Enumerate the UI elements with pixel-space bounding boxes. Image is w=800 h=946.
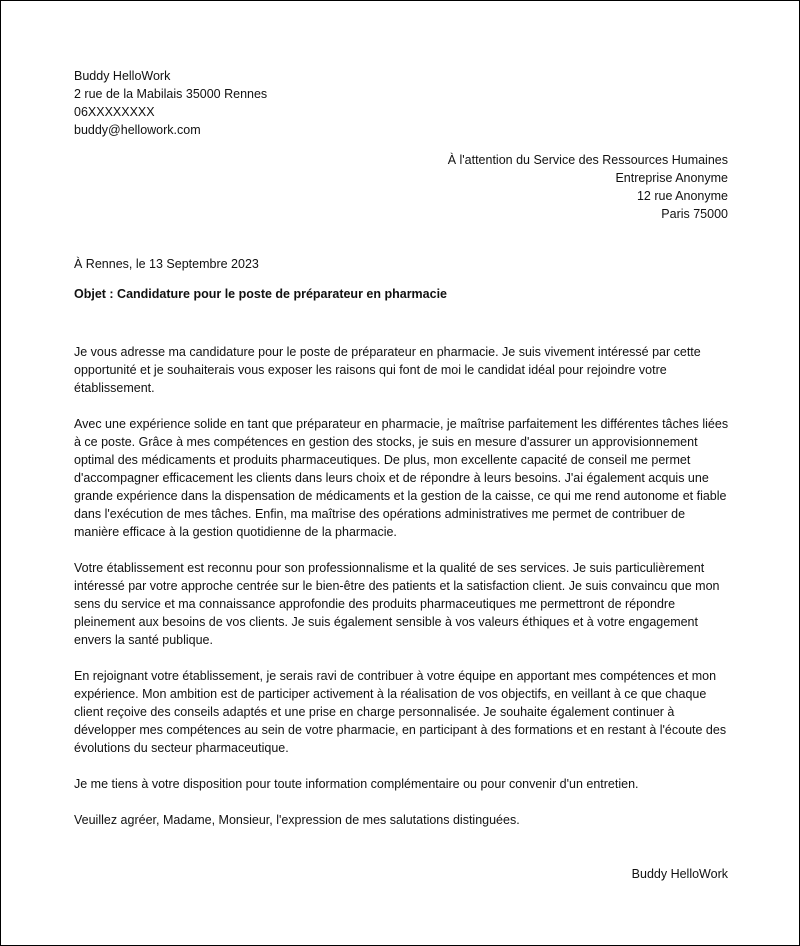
sender-block [74,67,474,139]
body-paragraph: En rejoignant votre établissement, je serais ravi de contribuer à votre équipe en apportant mes compétences et mon expérience. Mon ambition est de participer activement à la réalisation de vos objectifs, en veillant à ce que chaque client reçoive des conseils adaptés et une prise en charge personnalisée. Je souhaite également continuer à développer mes compétences au sein de votre pharmacie, en participant à des formations et en restant à l'écoute des évolutions du secteur pharmaceutique. [74,669,727,755]
recipient-street: 12 rue Anonyme [636,189,728,203]
body-paragraph: Avec une expérience solide en tant que préparateur en pharmacie, je maîtrise parfaitement les différentes tâches liées à ce poste. Grâce à mes compétences en gestion des stocks, je suis en mesure d'assurer un approvisionnement optimal des médicaments et produits pharmaceutiques. De plus, mon excellente capacité de conseil me permet d'accompagner efficacement les clients dans leurs choix et de répondre à leurs besoins. J'ai également acquis une grande expérience dans la dispensation de médicaments et la gestion de la caisse, ce qui me rend autonome et fiable dans l'exécution de mes tâches. Enfin, ma maîtrise des opérations administratives me permet de contribuer de manière efficace à la gestion quotidienne de la pharmacie. [74,417,729,539]
body-paragraph: Je me tiens à votre disposition pour toute information complémentaire ou pour convenir d'un entretien. [74,777,639,791]
sender-phone: 06XXXXXXXX [74,105,155,119]
letter-body [74,343,729,847]
recipient-company: Entreprise Anonyme [615,171,728,185]
signature: Buddy HelloWork [631,867,728,881]
sender-address: 2 rue de la Mabilais 35000 Rennes [74,87,268,101]
date-line: À Rennes, le 13 Septembre 2023 [74,257,259,271]
body-paragraph: Je vous adresse ma candidature pour le poste de préparateur en pharmacie. Je suis vivement intéressé par cette opportunité et je souhaiterais vous exposer les raisons qui font de moi le candidat idéal pour rejoindre votre établissement. [74,345,701,395]
body-paragraph: Votre établissement est reconnu pour son professionnalisme et la qualité de ses services. Je suis particulièrement intéressé par votre approche centrée sur le bien-être des patients et la satisfaction client. Je suis convaincu que mon sens du service et ma connaissance approfondie des produits pharmaceutiques me permettront de répondre pleinement aux besoins de vos clients. Je suis également sensible à vos valeurs éthiques et à votre engagement envers la santé publique. [74,561,720,647]
sender-name: Buddy HelloWork [74,69,171,83]
recipient-city: Paris 75000 [661,207,728,221]
recipient-attention: À l'attention du Service des Ressources Humaines [447,153,728,167]
subject-line: Objet : Candidature pour le poste de préparateur en pharmacie [74,287,447,301]
closing-paragraph: Veuillez agréer, Madame, Monsieur, l'expression de mes salutations distinguées. [74,813,520,827]
sender-email: buddy@hellowork.com [74,123,201,137]
recipient-block [228,151,728,223]
